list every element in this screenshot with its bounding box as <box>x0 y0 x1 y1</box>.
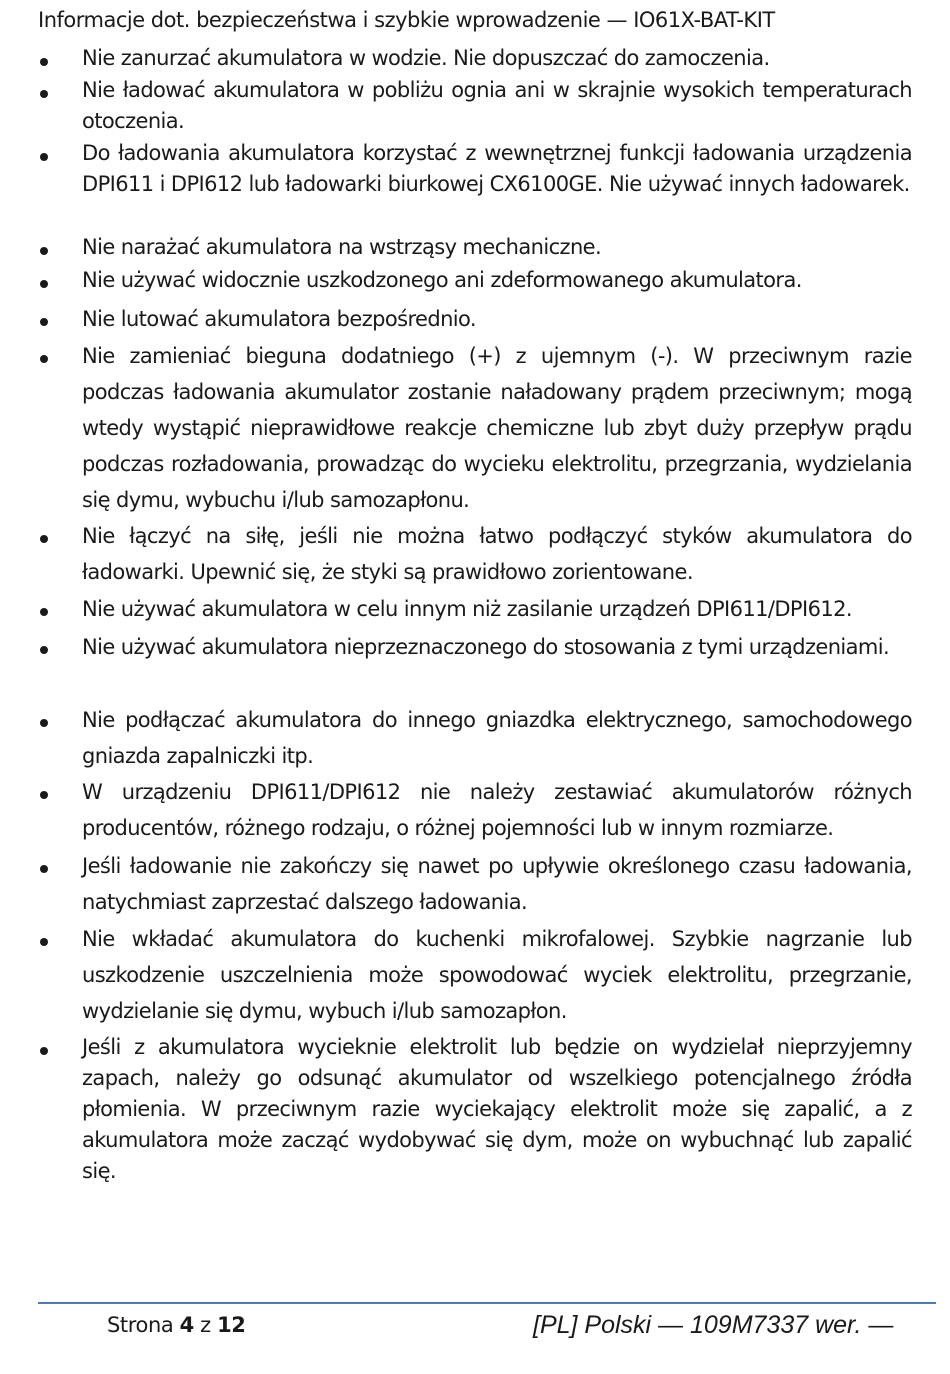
bullet-dot-icon <box>40 318 48 326</box>
bullet-dot-icon <box>40 719 48 727</box>
bullet-dot-icon <box>40 153 48 161</box>
page-total: 12 <box>217 1313 246 1337</box>
list-item-text: W urządzeniu DPI611/DPI612 nie należy zestawiać akumulatorów różnych producentów, różnego rodzaju, o różnej pojemności lub w innym rozmiarze. <box>82 780 912 840</box>
list-item-text: Nie łączyć na siłę, jeśli nie można łatwo podłączyć styków akumulatora do ładowarki. Upewnić się, że styki są prawidłowo zorientowane. <box>82 524 912 584</box>
page-separator: z <box>200 1313 211 1337</box>
list-item-text: Jeśli z akumulatora wycieknie elektrolit lub będzie on wydzielał nieprzyjemny zapach, należy go odsunąć akumulator od wszelkiego potencjalnego źródła płomienia. W przeciwnym razie wyciekający elektrolit może się zapalić, a z akumulatora może zacząć wydobywać się dym, może on wybuchnąć lub zapalić się. <box>82 1035 912 1183</box>
bullet-dot-icon <box>40 791 48 799</box>
bullet-dot-icon <box>40 938 48 946</box>
bullet-dot-icon <box>40 247 48 255</box>
bullet-dot-icon <box>40 1047 48 1055</box>
page-title: Informacje dot. bezpieczeństwa i szybkie wprowadzenie — IO61X-BAT-KIT <box>38 8 775 32</box>
list-item-text: Do ładowania akumulatora korzystać z wewnętrznej funkcji ładowania urządzenia DPI611 i DPI612 lub ładowarki biurkowej CX6100GE. Nie używać innych ładowarek. <box>82 141 912 196</box>
bullet-dot-icon <box>40 865 48 873</box>
bullet-dot-icon <box>40 608 48 616</box>
list-item-text: Nie zanurzać akumulatora w wodzie. Nie dopuszczać do zamoczenia. <box>82 46 770 70</box>
list-item-text: Nie używać akumulatora nieprzeznaczonego do stosowania z tymi urządzeniami. <box>82 635 890 659</box>
list-item-text: Jeśli ładowanie nie zakończy się nawet po upływie określonego czasu ładowania, natychmiast zaprzestać dalszego ładowania. <box>82 854 912 914</box>
bullet-dot-icon <box>40 355 48 363</box>
list-item-text: Nie lutować akumulatora bezpośrednio. <box>82 307 476 331</box>
document-reference: [PL] Polski — 109M7337 wer. — <box>533 1311 894 1339</box>
list-item-text: Nie narażać akumulatora na wstrząsy mechaniczne. <box>82 235 602 259</box>
footer-divider <box>38 1302 936 1304</box>
list-item-text: Nie używać akumulatora w celu innym niż zasilanie urządzeń DPI611/DPI612. <box>82 597 852 621</box>
bullet-dot-icon <box>40 58 48 66</box>
bullet-dot-icon <box>40 90 48 98</box>
list-item-text: Nie podłączać akumulatora do innego gniazdka elektrycznego, samochodowego gniazda zapalniczki itp. <box>82 708 912 768</box>
list-item-text: Nie używać widocznie uszkodzonego ani zdeformowanego akumulatora. <box>82 268 802 292</box>
bullet-dot-icon <box>40 280 48 288</box>
list-item-text: Nie wkładać akumulatora do kuchenki mikrofalowej. Szybkie nagrzanie lub uszkodzenie uszczelnienia może spowodować wyciek elektrolitu, przegrzanie, wydzielanie się dymu, wybuch i/lub samozapłon. <box>82 927 912 1023</box>
bullet-dot-icon <box>40 646 48 654</box>
bullet-dot-icon <box>40 535 48 543</box>
list-item-text: Nie ładować akumulatora w pobliżu ognia ani w skrajnie wysokich temperaturach otoczenia. <box>82 78 912 133</box>
page-current: 4 <box>179 1313 194 1337</box>
list-item-text: Nie zamieniać bieguna dodatniego (+) z ujemnym (-). W przeciwnym razie podczas ładowania akumulator zostanie naładowany prądem przeciwnym; mogą wtedy wystąpić nieprawidłowe reakcje chemiczne lub zbyt duży przepływ prądu podczas rozładowania, prowadząc do wycieku elektrolitu, przegrzania, wydzielania się dymu, wybuchu i/lub samozapłonu. <box>82 344 912 512</box>
page-number <box>107 1313 246 1337</box>
page-word: Strona <box>107 1313 174 1337</box>
